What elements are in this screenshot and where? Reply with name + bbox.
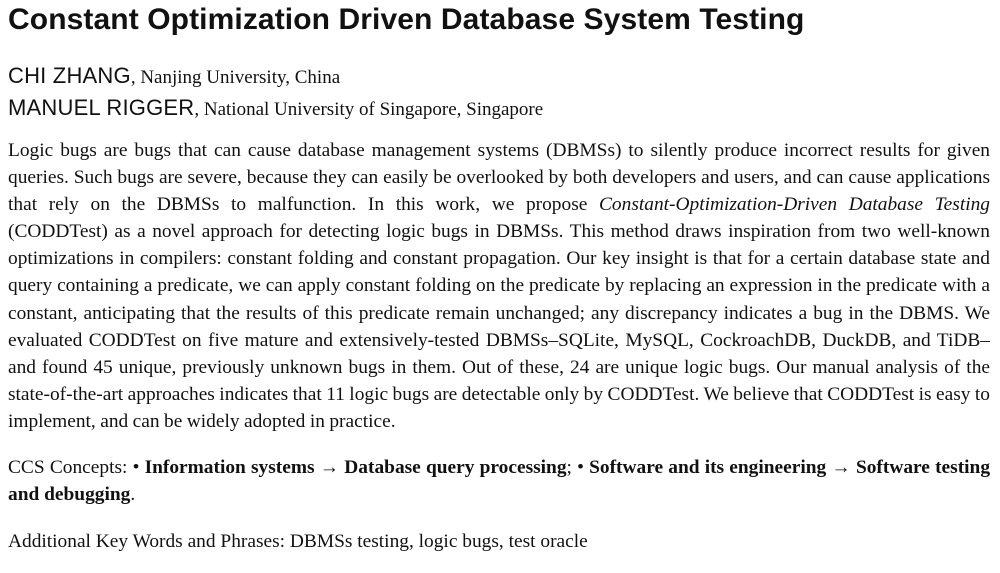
author-entry	[8, 60, 990, 92]
author-list	[8, 60, 990, 124]
author-entry	[8, 92, 990, 124]
author-name: MANUEL RIGGER	[8, 95, 195, 120]
abstract	[8, 137, 990, 435]
ccs-concept-information-systems: Information systems → Database query processing	[144, 457, 567, 479]
abstract-text-part1: Logic bugs are bugs that can cause database management systems (DBMSs) to silently produce incorrect results for given queries. Such bugs are severe, because they can easily be overlooked by both developers and users, and can cause applications that rely on the DBMSs to malfunction. In this work, we propose	[8, 140, 990, 216]
keywords: Additional Key Words and Phrases: DBMSs testing, logic bugs, test oracle	[8, 530, 588, 552]
ccs-bullet: •	[577, 457, 590, 479]
ccs-concept-software-engineering: Software and its engineering → Software testing and debugging	[8, 457, 991, 506]
paper-title: Constant Optimization Driven Database System Testing	[8, 3, 805, 36]
ccs-separator: ;	[566, 457, 578, 479]
author-affiliation: , National University of Singapore, Singapore	[194, 99, 544, 120]
ccs-concepts	[8, 454, 990, 508]
method-name: Constant-Optimization-Driven Database Testing	[599, 194, 990, 216]
ccs-bullet: •	[132, 457, 145, 479]
author-affiliation: , Nanjing University, China	[130, 67, 341, 88]
ccs-end: .	[130, 484, 136, 506]
abstract-text-part2: (CODDTest) as a novel approach for detecting logic bugs in DBMSs. This method draws inspiration from two well-known optimizations in compilers: constant folding and constant propagation. Our key insight is that for a certain database state and query containing a predicate, we can apply constant folding on the predicate by replacing an expression in the predicate with a constant, anticipating that the results of this predicate remain unchanged; any discrepancy indicates a bug in the DBMS. We evaluated CODDTest on five mature and extensively-tested DBMSs–SQLite, MySQL, CockroachDB, DuckDB, and TiDB–and found 45 unique, previously unknown bugs in them. Out of these, 24 are unique logic bugs. Our manual analysis of the state-of-the-art approaches indicates that 11 logic bugs are detectable only by CODDTest. We believe that CODDTest is easy to implement, and can be widely adopted in practice.	[8, 221, 990, 432]
author-name: CHI ZHANG	[8, 63, 131, 88]
ccs-label: CCS Concepts:	[8, 457, 133, 479]
